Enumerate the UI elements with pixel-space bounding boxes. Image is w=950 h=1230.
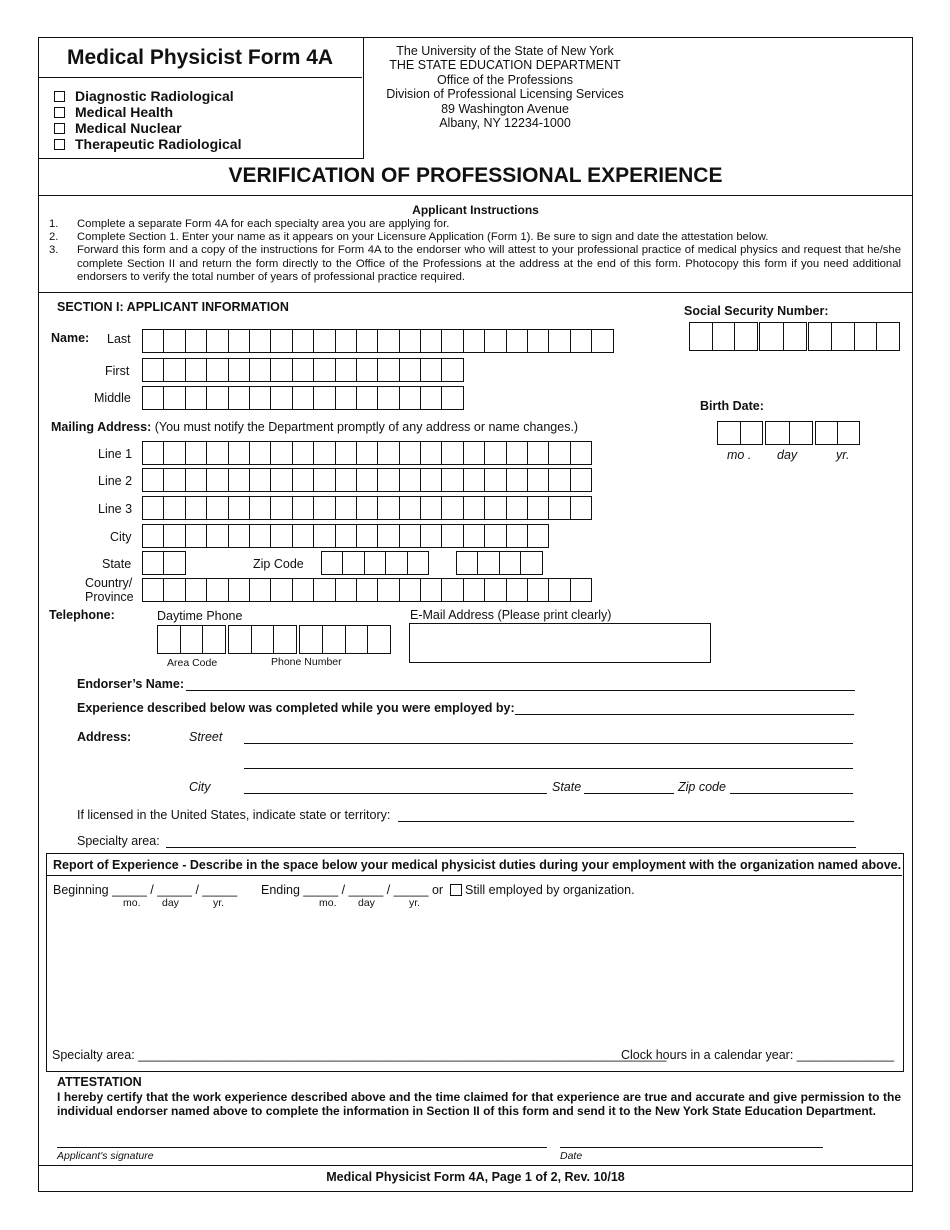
char-box[interactable] xyxy=(377,496,399,520)
char-box[interactable] xyxy=(377,386,399,410)
char-box[interactable] xyxy=(527,496,549,520)
end-yr-label: yr. xyxy=(409,897,421,909)
char-box[interactable] xyxy=(420,358,442,382)
first-name-boxes[interactable] xyxy=(142,358,463,382)
instruction-num: 1. xyxy=(49,218,59,230)
zip-label: Zip Code xyxy=(253,557,304,571)
state-boxes[interactable] xyxy=(142,551,185,575)
char-box[interactable] xyxy=(399,386,421,410)
char-box[interactable] xyxy=(364,551,386,575)
char-box[interactable] xyxy=(399,441,421,465)
specialty-label: Medical Nuclear xyxy=(75,120,182,136)
char-box[interactable] xyxy=(185,468,207,492)
char-box[interactable] xyxy=(356,496,378,520)
char-box[interactable] xyxy=(377,441,399,465)
char-box[interactable] xyxy=(249,441,271,465)
char-box[interactable] xyxy=(163,386,185,410)
char-box[interactable] xyxy=(313,578,335,602)
form-title-box xyxy=(38,37,364,159)
char-box[interactable] xyxy=(335,524,357,548)
signature-line[interactable] xyxy=(57,1147,547,1148)
address-label: Address: xyxy=(77,730,132,744)
char-box[interactable] xyxy=(377,578,399,602)
checkbox[interactable] xyxy=(54,139,65,150)
char-box[interactable] xyxy=(249,578,271,602)
char-box[interactable] xyxy=(506,524,528,548)
agency-line: Albany, NY 12234-1000 xyxy=(439,116,571,131)
beginning-date[interactable]: Beginning _____ / _____ / _____ xyxy=(53,883,238,897)
phone-prefix[interactable] xyxy=(228,625,297,654)
char-box[interactable] xyxy=(356,578,378,602)
birth-month[interactable] xyxy=(717,421,763,445)
mailing-note: (You must notify the Department promptly of any address or name changes.) xyxy=(154,420,579,434)
country-label xyxy=(85,576,132,604)
char-box[interactable] xyxy=(520,551,542,575)
char-box[interactable] xyxy=(270,441,292,465)
daytime-phone-label: Daytime Phone xyxy=(157,609,243,623)
char-box[interactable] xyxy=(420,386,442,410)
char-box[interactable] xyxy=(249,524,271,548)
birth-year[interactable] xyxy=(815,421,860,445)
char-box[interactable] xyxy=(463,441,485,465)
instruction-item xyxy=(49,231,901,244)
char-box[interactable] xyxy=(292,468,314,492)
char-box[interactable] xyxy=(206,386,228,410)
char-box[interactable] xyxy=(441,386,463,410)
endorser-city-input[interactable] xyxy=(244,793,547,794)
char-box[interactable] xyxy=(484,496,506,520)
char-box[interactable] xyxy=(420,468,442,492)
char-box[interactable] xyxy=(377,524,399,548)
char-box[interactable] xyxy=(142,578,164,602)
specialty-label: Medical Health xyxy=(75,104,174,120)
duties-description-area[interactable] xyxy=(53,912,893,1040)
char-box[interactable] xyxy=(185,441,207,465)
checkbox[interactable] xyxy=(54,123,65,134)
char-box[interactable] xyxy=(313,358,335,382)
birth-day[interactable] xyxy=(765,421,813,445)
char-box[interactable] xyxy=(142,551,164,575)
char-box[interactable] xyxy=(228,468,250,492)
middle-name-label: Middle xyxy=(94,391,131,405)
char-box[interactable] xyxy=(356,329,378,353)
phone-area-code[interactable] xyxy=(157,625,226,654)
agency-line: Division of Professional Licensing Services xyxy=(386,87,624,102)
char-box[interactable] xyxy=(313,468,335,492)
char-box[interactable] xyxy=(570,329,592,353)
char-box[interactable] xyxy=(399,329,421,353)
char-box[interactable] xyxy=(506,496,528,520)
char-box[interactable] xyxy=(463,329,485,353)
street-input[interactable] xyxy=(244,743,853,744)
char-box[interactable] xyxy=(377,329,399,353)
char-box[interactable] xyxy=(206,496,228,520)
instruction-item xyxy=(49,244,901,284)
char-box[interactable] xyxy=(270,386,292,410)
report-specialty[interactable]: Specialty area: ____________________________________________________________________________ xyxy=(52,1048,667,1062)
char-box[interactable] xyxy=(292,578,314,602)
mailing-label: Mailing Address: xyxy=(51,420,152,434)
char-box[interactable] xyxy=(335,329,357,353)
middle-name-boxes[interactable] xyxy=(142,386,463,410)
city-boxes[interactable] xyxy=(142,524,548,548)
char-box[interactable] xyxy=(249,358,271,382)
char-box[interactable] xyxy=(377,358,399,382)
telephone-label: Telephone: xyxy=(49,608,115,622)
char-box[interactable] xyxy=(185,358,207,382)
attestation-text: I hereby certify that the work experience described above and the time claimed for that experience are true and accurate and give permission to the individual endorser named above to complete the information in Section II of this form and send it to the New York State Education Department. xyxy=(57,1090,901,1119)
agency-line: The University of the State of New York xyxy=(396,44,614,58)
name-label: Name: xyxy=(51,331,90,345)
char-box[interactable] xyxy=(206,358,228,382)
state-label: State xyxy=(102,557,132,571)
char-box[interactable] xyxy=(385,551,407,575)
char-box[interactable] xyxy=(548,468,570,492)
endorser-state-label: State xyxy=(552,780,582,794)
endorser-zip-input[interactable] xyxy=(730,793,853,794)
char-box[interactable] xyxy=(163,358,185,382)
instruction-text: Complete Section 1. Enter your name as it appears on your Licensure Application (Form 1). Be sure to sign and date the attestation below. xyxy=(77,231,769,244)
char-box[interactable] xyxy=(441,441,463,465)
ssn-group-1[interactable] xyxy=(689,322,758,351)
char-box[interactable] xyxy=(506,329,528,353)
char-box[interactable] xyxy=(228,441,250,465)
char-box[interactable] xyxy=(163,578,185,602)
last-name-boxes[interactable] xyxy=(142,329,613,353)
char-box[interactable] xyxy=(441,496,463,520)
char-box[interactable] xyxy=(335,496,357,520)
char-box[interactable] xyxy=(270,524,292,548)
phone-line[interactable] xyxy=(299,625,391,654)
char-box[interactable] xyxy=(163,441,185,465)
still-employed-label: Still employed by organization. xyxy=(465,883,635,897)
char-box[interactable] xyxy=(570,468,592,492)
licensed-input[interactable] xyxy=(398,821,854,822)
char-box[interactable] xyxy=(163,329,185,353)
char-box[interactable] xyxy=(499,551,521,575)
begin-day-label: day xyxy=(162,897,179,909)
clock-hours[interactable]: Clock hours in a calendar year: ______________ xyxy=(621,1048,895,1062)
city-label: City xyxy=(110,530,132,544)
specialty-medical-health[interactable] xyxy=(54,104,173,120)
address-line3-boxes[interactable] xyxy=(142,496,591,520)
char-box[interactable] xyxy=(399,468,421,492)
divider xyxy=(38,1165,913,1166)
agency-address xyxy=(365,44,645,130)
char-box[interactable] xyxy=(270,358,292,382)
char-box[interactable] xyxy=(228,358,250,382)
char-box[interactable] xyxy=(313,329,335,353)
char-box[interactable] xyxy=(441,524,463,548)
area-code-label: Area Code xyxy=(167,657,218,669)
country-label-line: Province xyxy=(85,590,134,604)
last-name-label: Last xyxy=(107,332,131,346)
char-box[interactable] xyxy=(249,386,271,410)
char-box[interactable] xyxy=(142,329,164,353)
char-box[interactable] xyxy=(313,524,335,548)
char-box[interactable] xyxy=(456,551,478,575)
divider xyxy=(38,292,913,293)
char-box[interactable] xyxy=(484,524,506,548)
specialty-medical-nuclear[interactable] xyxy=(54,120,182,136)
char-box[interactable] xyxy=(377,468,399,492)
specialty-therapeutic[interactable] xyxy=(54,136,241,152)
char-box[interactable] xyxy=(228,578,250,602)
instruction-num: 2. xyxy=(49,231,59,244)
char-box[interactable] xyxy=(335,386,357,410)
char-box[interactable] xyxy=(206,441,228,465)
char-box[interactable] xyxy=(356,386,378,410)
instruction-text: Complete a separate Form 4A for each specialty area you are applying for. xyxy=(77,218,450,230)
agency-line: 89 Washington Avenue xyxy=(441,101,569,116)
char-box[interactable] xyxy=(249,329,271,353)
specialty-diagnostic[interactable] xyxy=(54,88,234,104)
section1-title: SECTION I: APPLICANT INFORMATION xyxy=(57,300,289,314)
ssn-group-2[interactable] xyxy=(759,322,807,351)
char-box[interactable] xyxy=(527,441,549,465)
char-box[interactable] xyxy=(441,468,463,492)
mailing-address-heading xyxy=(51,420,578,434)
char-box[interactable] xyxy=(206,468,228,492)
char-box[interactable] xyxy=(506,441,528,465)
char-box[interactable] xyxy=(292,441,314,465)
char-box[interactable] xyxy=(185,496,207,520)
char-box[interactable] xyxy=(335,358,357,382)
begin-yr-label: yr. xyxy=(213,897,225,909)
char-box[interactable] xyxy=(335,578,357,602)
attestation-title: ATTESTATION xyxy=(57,1075,142,1089)
char-box[interactable] xyxy=(399,578,421,602)
signature-label: Applicant's signature xyxy=(57,1150,154,1162)
char-box[interactable] xyxy=(463,468,485,492)
checkbox[interactable] xyxy=(54,107,65,118)
char-box[interactable] xyxy=(399,358,421,382)
char-box[interactable] xyxy=(506,578,528,602)
char-box[interactable] xyxy=(356,358,378,382)
char-box[interactable] xyxy=(463,496,485,520)
employed-by-label: Experience described below was completed while you were employed by: xyxy=(77,701,515,715)
instruction-text: Forward this form and a copy of the instructions for Form 4A to the endorser who will attest to your professional practice of medical physics and request that he/she complete Section II and return the form directly to the Office of the Professions at the address at the end of this form. Photocopy this form if you need additional endorsers to verify the total number of years of professional practice required. xyxy=(77,244,901,283)
begin-mo-label: mo. xyxy=(123,897,141,909)
char-box[interactable] xyxy=(420,441,442,465)
zip-boxes[interactable] xyxy=(321,551,428,575)
char-box[interactable] xyxy=(570,441,592,465)
char-box[interactable] xyxy=(249,496,271,520)
agency-line: Office of the Professions xyxy=(437,72,573,87)
char-box[interactable] xyxy=(228,386,250,410)
char-box[interactable] xyxy=(142,441,164,465)
licensed-label: If licensed in the United States, indicate state or territory: xyxy=(77,808,391,822)
endorser-city-label: City xyxy=(189,780,211,794)
instruction-item xyxy=(49,218,901,231)
char-box[interactable] xyxy=(206,524,228,548)
char-box[interactable] xyxy=(270,496,292,520)
char-box[interactable] xyxy=(570,496,592,520)
char-box[interactable] xyxy=(228,496,250,520)
still-employed-checkbox[interactable] xyxy=(450,884,462,896)
char-box[interactable] xyxy=(185,578,207,602)
street-input-2[interactable] xyxy=(244,768,853,769)
form-title: Medical Physicist Form 4A xyxy=(38,37,362,78)
char-box[interactable] xyxy=(527,329,549,353)
char-box[interactable] xyxy=(527,578,549,602)
char-box[interactable] xyxy=(321,551,343,575)
char-box[interactable] xyxy=(420,524,442,548)
ssn-label: Social Security Number: xyxy=(684,304,829,318)
char-box[interactable] xyxy=(407,551,429,575)
birth-mo-label: mo . xyxy=(727,448,752,462)
char-box[interactable] xyxy=(506,468,528,492)
char-box[interactable] xyxy=(228,329,250,353)
line1-label: Line 1 xyxy=(98,447,133,461)
endorser-specialty-label: Specialty area: xyxy=(77,834,160,848)
char-box[interactable] xyxy=(420,329,442,353)
char-box[interactable] xyxy=(484,578,506,602)
date-line[interactable] xyxy=(560,1147,823,1148)
endorser-name-label: Endorser’s Name: xyxy=(77,677,184,691)
char-box[interactable] xyxy=(249,468,271,492)
instructions-list xyxy=(49,218,901,284)
char-box[interactable] xyxy=(548,578,570,602)
date-label: Date xyxy=(560,1150,583,1162)
char-box[interactable] xyxy=(270,578,292,602)
instruction-num: 3. xyxy=(49,244,59,257)
char-box[interactable] xyxy=(228,524,250,548)
char-box[interactable] xyxy=(206,578,228,602)
char-box[interactable] xyxy=(441,578,463,602)
endorser-state-input[interactable] xyxy=(584,793,674,794)
char-box[interactable] xyxy=(548,441,570,465)
endorser-zip-label: Zip code xyxy=(678,780,726,794)
char-box[interactable] xyxy=(441,358,463,382)
end-day-label: day xyxy=(358,897,375,909)
line2-label: Line 2 xyxy=(98,474,133,488)
ending-date[interactable]: Ending _____ / _____ / _____ or xyxy=(261,883,444,897)
endorser-name-input[interactable] xyxy=(186,690,855,691)
divider xyxy=(38,195,913,196)
email-label: E-Mail Address (Please print clearly) xyxy=(410,608,612,622)
char-box[interactable] xyxy=(420,496,442,520)
char-box[interactable] xyxy=(163,468,185,492)
ssn-group-3[interactable] xyxy=(808,322,900,351)
address-line2-boxes[interactable] xyxy=(142,468,591,492)
char-box[interactable] xyxy=(292,496,314,520)
char-box[interactable] xyxy=(477,551,499,575)
char-box[interactable] xyxy=(484,468,506,492)
footer: Medical Physicist Form 4A, Page 1 of 2, Rev. 10/18 xyxy=(326,1170,625,1184)
char-box[interactable] xyxy=(142,468,164,492)
country-label-line: Country/ xyxy=(85,576,133,590)
birth-yr-label: yr. xyxy=(836,448,850,462)
char-box[interactable] xyxy=(163,551,185,575)
char-box[interactable] xyxy=(570,578,592,602)
char-box[interactable] xyxy=(142,496,164,520)
char-box[interactable] xyxy=(313,496,335,520)
zip-extension-boxes[interactable] xyxy=(456,551,542,575)
country-boxes[interactable] xyxy=(142,578,591,602)
char-box[interactable] xyxy=(399,524,421,548)
char-box[interactable] xyxy=(270,329,292,353)
char-box[interactable] xyxy=(292,358,314,382)
char-box[interactable] xyxy=(292,524,314,548)
char-box[interactable] xyxy=(142,524,164,548)
end-mo-label: mo. xyxy=(319,897,337,909)
char-box[interactable] xyxy=(484,441,506,465)
agency-line: THE STATE EDUCATION DEPARTMENT xyxy=(389,58,621,73)
char-box[interactable] xyxy=(163,496,185,520)
report-header: Report of Experience - Describe in the space below your medical physicist duties during your employment with the organization named above. xyxy=(47,854,902,876)
char-box[interactable] xyxy=(185,386,207,410)
char-box[interactable] xyxy=(399,496,421,520)
birth-date-label: Birth Date: xyxy=(700,399,764,413)
line3-label: Line 3 xyxy=(98,502,133,516)
char-box[interactable] xyxy=(463,578,485,602)
char-box[interactable] xyxy=(356,468,378,492)
char-box[interactable] xyxy=(548,496,570,520)
char-box[interactable] xyxy=(356,524,378,548)
address-line1-boxes[interactable] xyxy=(142,441,591,465)
char-box[interactable] xyxy=(163,524,185,548)
char-box[interactable] xyxy=(142,358,164,382)
char-box[interactable] xyxy=(527,468,549,492)
char-box[interactable] xyxy=(356,441,378,465)
birth-day-label: day xyxy=(777,448,798,462)
employer-input[interactable] xyxy=(515,714,854,715)
char-box[interactable] xyxy=(206,329,228,353)
char-box[interactable] xyxy=(313,386,335,410)
phone-number-label: Phone Number xyxy=(271,656,342,668)
char-box[interactable] xyxy=(142,386,164,410)
char-box[interactable] xyxy=(292,386,314,410)
endorser-specialty-input[interactable] xyxy=(166,847,856,848)
char-box[interactable] xyxy=(420,578,442,602)
char-box[interactable] xyxy=(441,329,463,353)
char-box[interactable] xyxy=(484,329,506,353)
char-box[interactable] xyxy=(313,441,335,465)
char-box[interactable] xyxy=(185,329,207,353)
main-title: VERIFICATION OF PROFESSIONAL EXPERIENCE xyxy=(228,164,723,187)
char-box[interactable] xyxy=(335,468,357,492)
char-box[interactable] xyxy=(548,329,570,353)
char-box[interactable] xyxy=(335,441,357,465)
char-box[interactable] xyxy=(270,468,292,492)
char-box[interactable] xyxy=(342,551,364,575)
checkbox[interactable] xyxy=(54,91,65,102)
char-box[interactable] xyxy=(527,524,549,548)
email-input[interactable] xyxy=(409,623,711,663)
char-box[interactable] xyxy=(185,524,207,548)
instructions-title: Applicant Instructions xyxy=(412,203,539,217)
char-box[interactable] xyxy=(292,329,314,353)
char-box[interactable] xyxy=(463,524,485,548)
char-box[interactable] xyxy=(591,329,613,353)
first-name-label: First xyxy=(105,364,130,378)
specialty-label: Therapeutic Radiological xyxy=(75,136,242,152)
street-label: Street xyxy=(189,730,223,744)
specialty-label: Diagnostic Radiological xyxy=(75,88,234,104)
